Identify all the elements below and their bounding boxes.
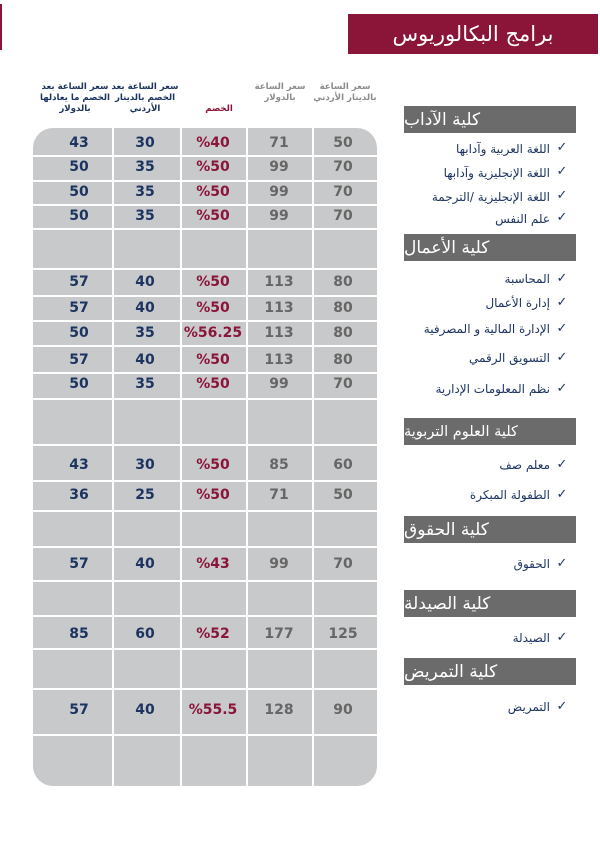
header-discount: الخصم (205, 104, 233, 114)
program-item: علم النفس (495, 212, 550, 226)
cell-discount: %50 (196, 184, 230, 200)
program-item: التسويق الرقمي (469, 351, 550, 365)
cell-jod: 90 (333, 702, 353, 718)
cell-after-usd: 85 (69, 626, 89, 642)
row-divider (33, 372, 377, 374)
check-icon: ✓ (556, 271, 568, 286)
cell-after-jod: 35 (135, 376, 155, 392)
cell-jod: 80 (333, 352, 353, 368)
header-jod-rate: سعر الساعة بالدينار الأردني (313, 82, 377, 103)
check-icon: ✓ (556, 140, 568, 155)
cell-jod: 70 (333, 376, 353, 392)
cell-usd: 71 (269, 487, 289, 503)
check-icon: ✓ (556, 556, 568, 571)
program-item: التمريض (507, 700, 550, 714)
cell-after-jod: 60 (135, 626, 155, 642)
row-divider (33, 204, 377, 206)
cell-after-usd: 57 (69, 274, 89, 290)
cell-after-jod: 35 (135, 159, 155, 175)
row-divider (33, 155, 377, 157)
cell-after-jod: 25 (135, 487, 155, 503)
program-item: اللغة العربية وآدابها (456, 142, 550, 156)
program-item: المحاسبة (504, 272, 550, 286)
check-icon: ✓ (556, 321, 568, 336)
row-divider (33, 734, 377, 736)
college-nursing-header: كلية التمريض (404, 658, 576, 685)
cell-discount: %50 (196, 274, 230, 290)
cell-jod: 70 (333, 556, 353, 572)
cell-usd: 99 (269, 184, 289, 200)
cell-jod: 80 (333, 300, 353, 316)
check-icon: ✓ (556, 350, 568, 365)
cell-after-usd: 57 (69, 300, 89, 316)
cell-discount: %50 (196, 352, 230, 368)
cell-after-jod: 40 (135, 352, 155, 368)
row-divider (33, 228, 377, 230)
cell-after-usd: 57 (69, 702, 89, 718)
cell-usd: 177 (264, 626, 294, 642)
program-item: الحقوق (513, 557, 550, 571)
cell-after-usd: 36 (69, 487, 89, 503)
row-divider (33, 295, 377, 297)
college-education-header: كلية العلوم التربوية (404, 418, 576, 445)
cell-after-usd: 50 (69, 208, 89, 224)
header-usd-rate: سعر الساعة بالدولار (254, 82, 306, 103)
cell-discount: %50 (196, 487, 230, 503)
program-item: الإدارة المالية و المصرفية (423, 322, 550, 336)
college-law-header: كلية الحقوق (404, 516, 576, 543)
cell-after-usd: 43 (69, 457, 89, 473)
cell-jod: 80 (333, 274, 353, 290)
row-divider (33, 398, 377, 400)
cell-discount: %40 (196, 135, 230, 151)
program-item: الطفولة المبكرة (469, 488, 550, 502)
college-pharmacy-header: كلية الصيدلة (404, 590, 576, 617)
header-after-jod: سعر الساعة بعد الخصم بالدينار الأردني (111, 82, 179, 114)
check-icon: ✓ (556, 164, 568, 179)
cell-jod: 80 (333, 325, 353, 341)
row-divider (33, 546, 377, 548)
row-divider (33, 180, 377, 182)
program-item: اللغة الإنجليزية وآدابها (443, 166, 550, 180)
row-divider (33, 648, 377, 650)
row-divider (33, 320, 377, 322)
program-item: معلم صف (499, 458, 550, 472)
cell-usd: 99 (269, 159, 289, 175)
cell-jod: 50 (333, 135, 353, 151)
check-icon: ✓ (556, 487, 568, 502)
cell-usd: 85 (269, 457, 289, 473)
college-arts-header: كلية الآداب (404, 106, 576, 133)
cell-after-usd: 50 (69, 376, 89, 392)
check-icon: ✓ (556, 457, 568, 472)
program-item: نظم المعلومات الإدارية (435, 382, 550, 396)
cell-discount: %43 (196, 556, 230, 572)
cell-discount: %50 (196, 376, 230, 392)
row-divider (33, 615, 377, 617)
cell-discount: %55.5 (188, 702, 238, 718)
cell-after-usd: 57 (69, 556, 89, 572)
row-divider (33, 580, 377, 582)
cell-after-jod: 40 (135, 556, 155, 572)
cell-after-jod: 40 (135, 702, 155, 718)
row-divider (33, 480, 377, 482)
cell-jod: 70 (333, 208, 353, 224)
cell-jod: 70 (333, 159, 353, 175)
cell-jod: 60 (333, 457, 353, 473)
cell-usd: 128 (264, 702, 294, 718)
cell-after-usd: 50 (69, 159, 89, 175)
cell-discount: %52 (196, 626, 230, 642)
cell-after-jod: 40 (135, 300, 155, 316)
cell-usd: 99 (269, 556, 289, 572)
cell-after-jod: 30 (135, 457, 155, 473)
check-icon: ✓ (556, 630, 568, 645)
row-divider (33, 268, 377, 270)
cell-usd: 71 (269, 135, 289, 151)
cell-usd: 99 (269, 208, 289, 224)
cell-after-usd: 43 (69, 135, 89, 151)
cell-usd: 113 (264, 325, 294, 341)
cell-after-usd: 50 (69, 184, 89, 200)
edge-accent-line (0, 4, 2, 50)
cell-discount: %50 (196, 457, 230, 473)
cell-after-jod: 35 (135, 325, 155, 341)
cell-after-jod: 35 (135, 208, 155, 224)
row-divider (33, 688, 377, 690)
check-icon: ✓ (556, 295, 568, 310)
check-icon: ✓ (556, 381, 568, 396)
cell-usd: 99 (269, 376, 289, 392)
check-icon: ✓ (556, 188, 568, 203)
header-after-usd: سعر الساعة بعد الخصم ما يعادلها بالدولار (40, 82, 110, 114)
cell-after-jod: 35 (135, 184, 155, 200)
program-item: الصيدلة (512, 631, 550, 645)
check-icon: ✓ (556, 699, 568, 714)
cell-jod: 50 (333, 487, 353, 503)
college-business-header: كلية الأعمال (404, 234, 576, 261)
row-divider (33, 444, 377, 446)
cell-discount: %50 (196, 300, 230, 316)
cell-discount: %50 (196, 208, 230, 224)
cell-usd: 113 (264, 274, 294, 290)
check-icon: ✓ (556, 210, 568, 225)
row-divider (33, 345, 377, 347)
cell-jod: 125 (328, 626, 358, 642)
cell-usd: 113 (264, 352, 294, 368)
cell-after-usd: 50 (69, 325, 89, 341)
cell-after-usd: 57 (69, 352, 89, 368)
cell-discount: %56.25 (183, 325, 243, 341)
cell-after-jod: 30 (135, 135, 155, 151)
row-divider (33, 510, 377, 512)
cell-usd: 113 (264, 300, 294, 316)
program-item: اللغة الإنجليزية /الترجمة (431, 190, 550, 204)
cell-jod: 70 (333, 184, 353, 200)
cell-discount: %50 (196, 159, 230, 175)
page-title: برامج البكالوريوس (348, 14, 598, 54)
cell-after-jod: 40 (135, 274, 155, 290)
program-item: إدارة الأعمال (485, 296, 550, 310)
